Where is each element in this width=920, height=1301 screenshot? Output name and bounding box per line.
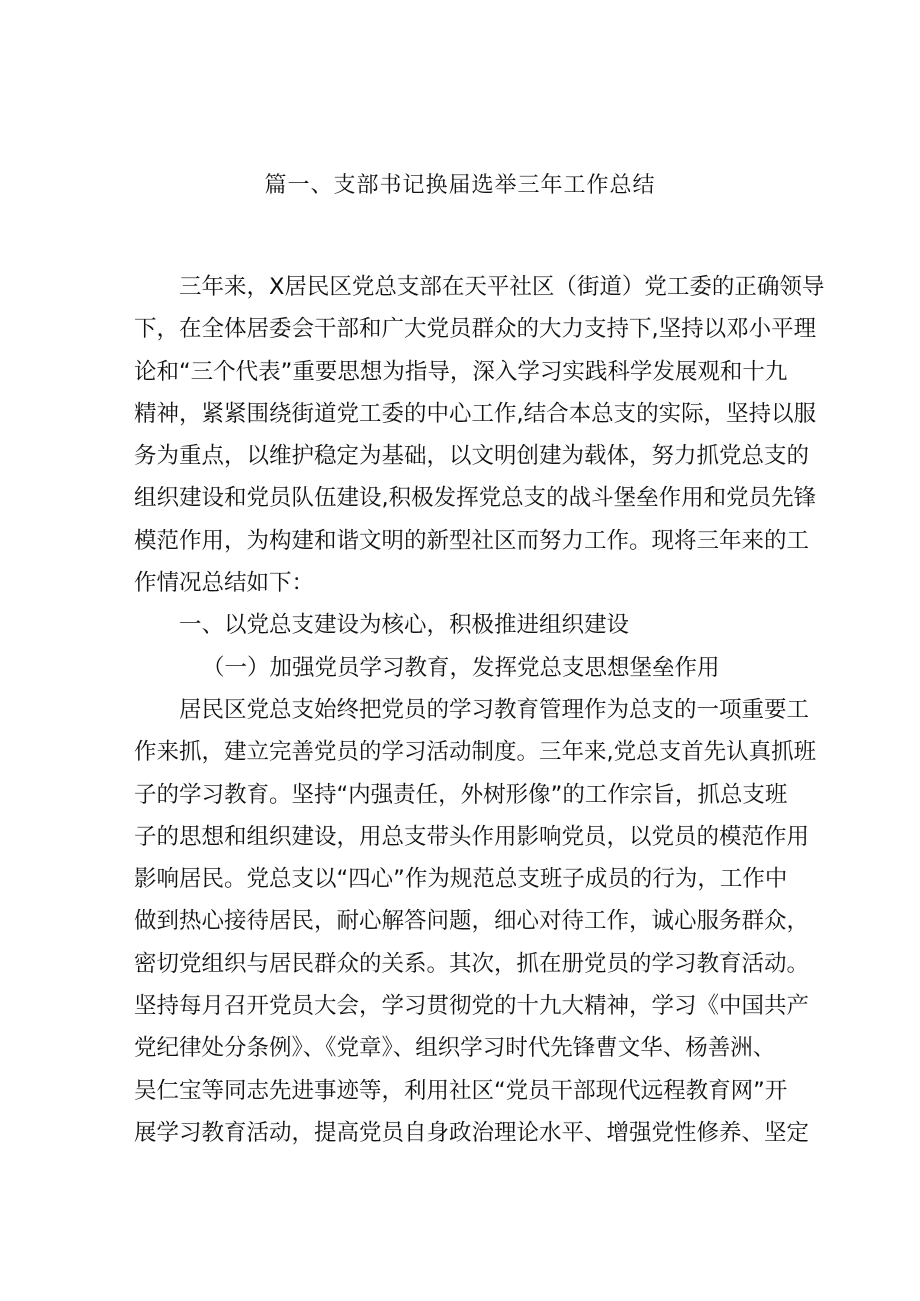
text-line: 子的学习教育。坚持“内强责任，外树形像”的工作宗旨，抓总支班 — [134, 781, 788, 808]
text-line: 党纪律处分条例》、《党章》、组织学习时代先锋曹文华、杨善洲、 — [134, 1035, 776, 1062]
document-body — [134, 266, 825, 1154]
text-line: 精神，紧紧围绕街道党工委的中心工作,结合本总支的实际，坚持以服 — [134, 400, 817, 427]
text-line: 组织建设和党员队伍建设,积极发挥党总支的战斗堡垒作用和党员先锋 — [134, 485, 817, 512]
text-line: 论和“三个代表”重要思想为指导，深入学习实践科学发展观和十九 — [134, 358, 788, 385]
text-line: 一、以党总支建设为核心，积极推进组织建设 — [179, 612, 630, 639]
text-line: 影响居民。党总支以“四心”作为规范总支班子成员的行为，工作中 — [134, 866, 788, 893]
text-line: 作情况总结如下： — [134, 570, 315, 597]
text-line: 展学习教育活动，提高党员自身政治理论水平、增强党性修养、坚定 — [134, 1119, 810, 1146]
text-line: 吴仁宝等同志先进事迹等，利用社区“党员干部现代远程教育网”开 — [134, 1077, 788, 1104]
text-line: 居民区党总支始终把党员的学习教育管理作为总支的一项重要工 — [179, 696, 810, 723]
text-line: 下，在全体居委会干部和广大党员群众的大力支持下,坚持以邓小平理 — [134, 316, 817, 343]
text-line: （一）加强党员学习教育，发挥党总支思想堡垒作用 — [202, 654, 720, 681]
text-line: 三年来，X居民区党总支部在天平社区（街道）党工委的正确领导 — [179, 274, 825, 300]
text-line: 务为重点，以维护稳定为基础，以文明创建为载体，努力抓党总支的 — [134, 443, 810, 470]
text-line: 坚持每月召开党员大会，学习贯彻党的十九大精神，学习《中国共产 — [134, 993, 810, 1020]
text-line: 作来抓，建立完善党员的学习活动制度。三年来,党总支首先认真抓班 — [134, 739, 817, 766]
text-line: 做到热心接待居民，耐心解答问题，细心对待工作，诚心服务群众， — [134, 908, 810, 935]
text-line: 密切党组织与居民群众的关系。其次，抓在册党员的学习教育活动。 — [134, 950, 810, 977]
document-title: 篇一、支部书记换届选举三年工作总结 — [264, 173, 656, 198]
text-line: 子的思想和组织建设，用总支带头作用影响党员，以党员的模范作用 — [134, 823, 810, 850]
text-line: 模范作用，为构建和谐文明的新型社区而努力工作。现将三年来的工 — [134, 527, 810, 554]
